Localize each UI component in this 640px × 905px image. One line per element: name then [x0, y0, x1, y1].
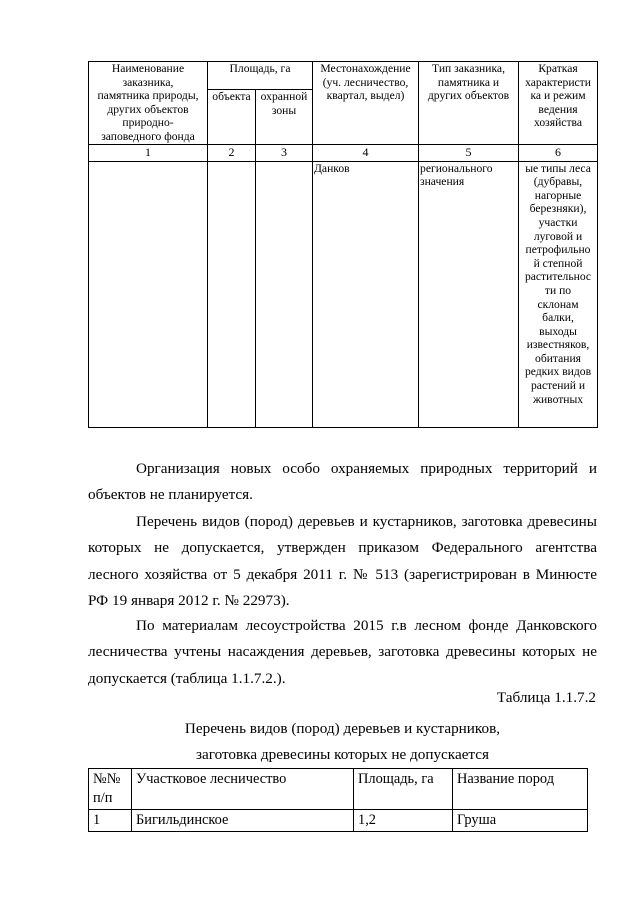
col-num-2: 2 [208, 144, 256, 161]
header-area-group: Площадь, га [208, 62, 313, 90]
cell-area: 1,2 [354, 810, 453, 832]
paragraph-3: По материалам лесоустройства 2015 г.в лесном фонде Данковского лесничества учтены насаждения деревьев, заготовка древесины которых не допускается (таблица 1.1.7.2.). [88, 617, 597, 687]
species-table [88, 768, 588, 832]
cell-brief: ые типы леса (дубравы, нагорные березняки), участки луговой и петрофильно й степной растительнос ти по склонам балки, выходы известняков, обитания редких видов растений и животных [519, 161, 598, 427]
species-header-row [89, 769, 588, 810]
table-number: Таблица 1.1.7.2 [496, 689, 596, 706]
cell-name [89, 161, 208, 427]
header-area: Площадь, га [354, 769, 453, 810]
header-species: Название пород [453, 769, 588, 810]
cell-forestry: Бигильдинское [132, 810, 354, 832]
table-row [89, 161, 598, 427]
column-numbers-row [89, 144, 598, 161]
header-area-buffer: охранной зоны [256, 90, 313, 144]
header-type: Тип заказника, памятника и других объектов [419, 62, 519, 145]
header-row-1 [89, 62, 598, 90]
cell-type: регионального значения [419, 161, 519, 427]
cell-area-buffer [256, 161, 313, 427]
col-num-6: 6 [519, 144, 598, 161]
paragraph-1: Организация новых особо охраняемых природных территорий и объектов не планируется. [88, 460, 597, 504]
col-num-3: 3 [256, 144, 313, 161]
protected-areas-table [88, 61, 598, 428]
header-location: Местонахождение (уч. лесничество, квартал, выдел) [313, 62, 419, 145]
paragraph-2: Перечень видов (пород) деревьев и кустарников, заготовка древесины которых не допускается, утвержден приказом Федерального агентства лесного хозяйства от 5 декабря 2011 г. № 513 (зарегистрирован в Минюсте РФ 19 января 2012 г. № 22973). [88, 513, 597, 609]
header-num: №№ п/п [89, 769, 132, 810]
header-name: Наименование заказника, памятника природы, других объектов природно- заповедного фонда [89, 62, 208, 145]
col-num-4: 4 [313, 144, 419, 161]
table-caption: Перечень видов (пород) деревьев и кустарников, заготовка древесины которых не допускается [184, 720, 501, 763]
col-num-1: 1 [89, 144, 208, 161]
table-row [89, 810, 588, 832]
header-brief: Краткая характеристи ка и режим ведения хозяйства [519, 62, 598, 145]
cell-area-object [208, 161, 256, 427]
col-num-5: 5 [419, 144, 519, 161]
header-forestry: Участковое лесничество [132, 769, 354, 810]
header-area-object: объекта [208, 90, 256, 144]
cell-num: 1 [89, 810, 132, 832]
cell-location: Данков [313, 161, 419, 427]
cell-species: Груша [453, 810, 588, 832]
